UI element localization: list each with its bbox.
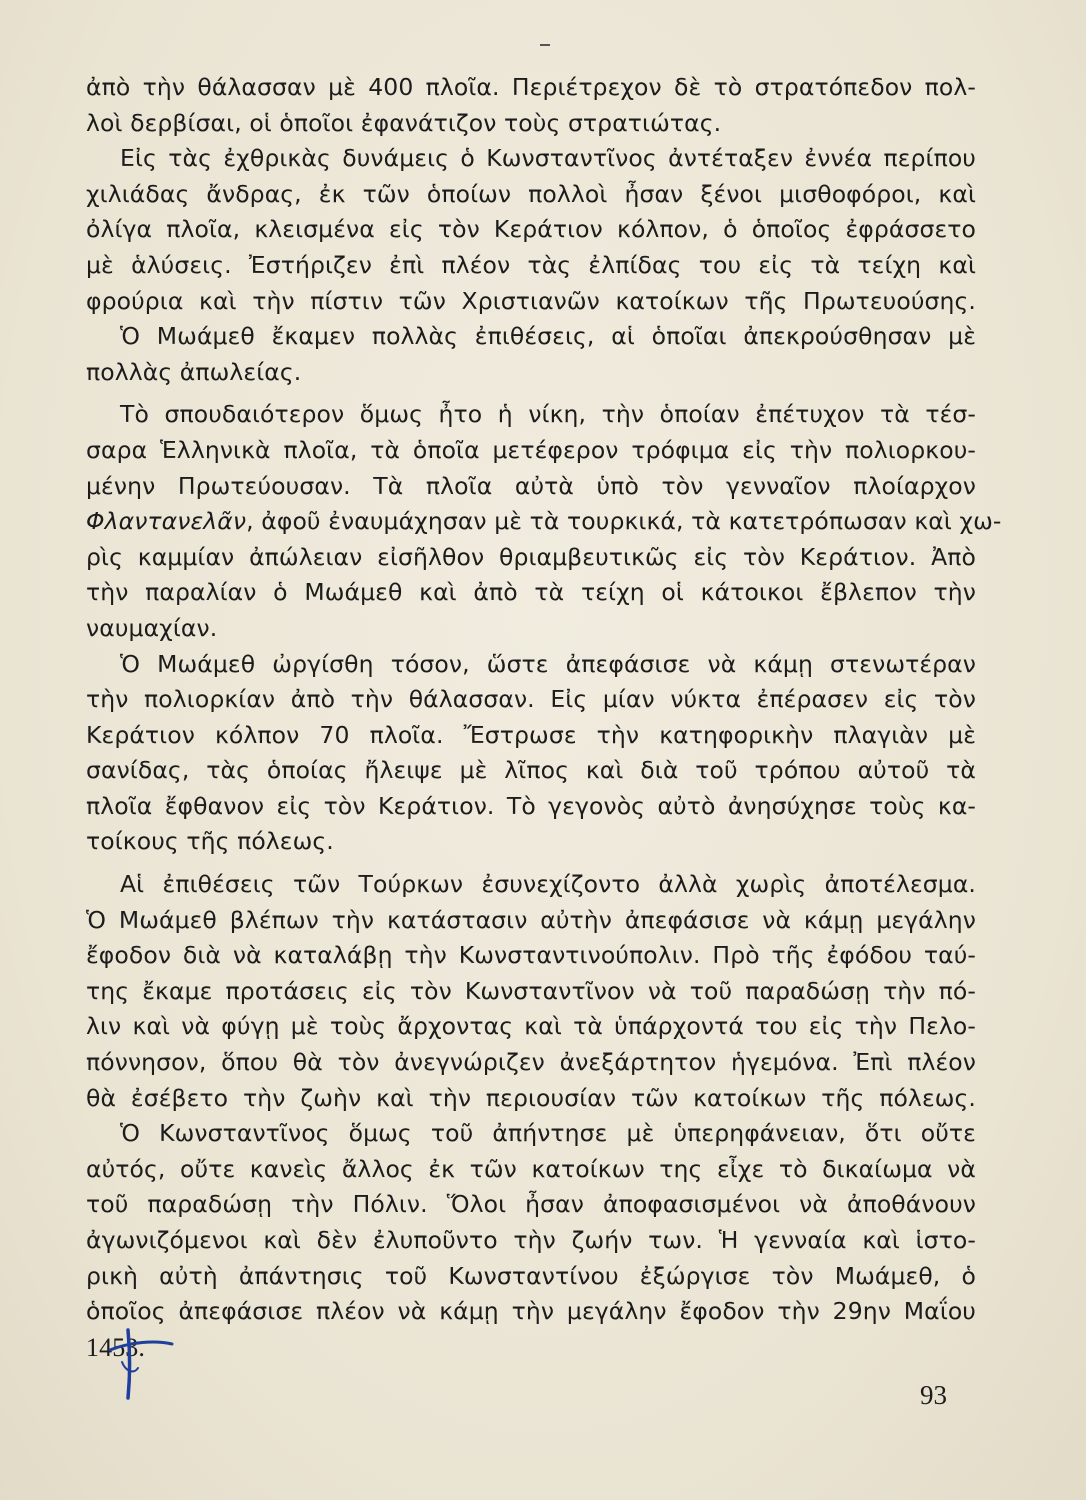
text-line: ἀγωνιζόμενοι καὶ δὲν ἐλυποῦντο τὴν ζωήν των. Ἡ γενναία καὶ ἱστο-: [86, 1226, 976, 1254]
text-line: 1453.: [86, 1332, 145, 1362]
text-line: ἀπὸ τὴν θάλασσαν μὲ 400 πλοῖα. Περιέτρεχον δὲ τὸ στρατόπεδον πολ-: [86, 73, 976, 101]
text-line: Ὁ Μωάμεθ ὠργίσθη τόσον, ὥστε ἀπεφάσισε νὰ κάμῃ στενωτέραν: [120, 649, 976, 678]
text-line: τὴν παραλίαν ὁ Μωάμεθ καὶ ἀπὸ τὰ τείχη οἱ κάτοικοι ἔβλεπον τὴν: [86, 578, 976, 607]
text-line: Ὁ Κωνσταντῖνος ὅμως τοῦ ἀπήντησε μὲ ὑπερηφάνειαν, ὅτι οὔτε: [120, 1119, 976, 1148]
text-line: φρούρια καὶ τὴν πίστιν τῶν Χριστιανῶν κατοίκων τῆς Πρωτευούσης.: [86, 286, 976, 315]
text-line: ὁποῖος ἀπεφάσισε πλέον νὰ κάμῃ τὴν μεγάλην ἔφοδον τὴν 29ην Μαΐου: [86, 1297, 976, 1326]
text-line: Εἰς τὰς ἐχθρικὰς δυνάμεις ὁ Κωνσταντῖνος ἀντέταξεν ἐννέα περίπου: [120, 144, 976, 173]
text-line: Ὁ Μωάμεθ ἔκαμεν πολλὰς ἐπιθέσεις, αἱ ὁποῖαι ἀπεκρούσθησαν μὲ: [120, 322, 976, 351]
text-line: της ἔκαμε προτάσεις εἰς τὸν Κωνσταντῖνον νὰ τοῦ παραδώσῃ τὴν πό-: [86, 976, 976, 1005]
text-line: πολλὰς ἀπωλείας.: [86, 357, 302, 386]
text-line: πλοῖα ἔφθανον εἰς τὸν Κεράτιον. Τὸ γεγονὸς αὐτὸ ἀνησύχησε τοὺς κα-: [86, 791, 976, 820]
text-line: θὰ ἐσέβετο τὴν ζωὴν καὶ τὴν περιουσίαν τῶν κατοίκων τῆς πόλεως.: [86, 1083, 976, 1112]
text-line: τοῦ παραδώσῃ τὴν Πόλιν. Ὅλοι ἦσαν ἀποφασισμένοι νὰ ἀποθάνουν: [86, 1190, 976, 1219]
text-line: ρὶς καμμίαν ἀπώλειαν εἰσῆλθον θριαμβευτικῶς εἰς τὸν Κεράτιον. Ἀπὸ: [86, 542, 976, 571]
text-line: τὴν πολιορκίαν ἀπὸ τὴν θάλασσαν. Εἰς μίαν νύκτα ἐπέρασεν εἰς τὸν: [86, 685, 976, 714]
text-line: ρικὴ αὐτὴ ἀπάντησις τοῦ Κωνσταντίνου ἐξώργισε τὸν Μωάμεθ, ὁ: [86, 1261, 976, 1290]
text-line: λοὶ δερβίσαι, οἱ ὁποῖοι ἐφανάτιζον τοὺς στρατιώτας.: [86, 108, 722, 137]
page-number: 93: [920, 1380, 947, 1410]
text-line: λιν καὶ νὰ φύγῃ μὲ τοὺς ἄρχοντας καὶ τὰ ὑπάρχοντά του εἰς τὴν Πελο-: [86, 1012, 976, 1041]
text-line: ἔφοδον διὰ νὰ καταλάβῃ τὴν Κωνσταντινούπολιν. Πρὸ τῆς ἐφόδου ταύ-: [86, 941, 976, 970]
text-line: χιλιάδας ἄνδρας, ἐκ τῶν ὁποίων πολλοὶ ἦσαν ξένοι μισθοφόροι, καὶ: [86, 179, 976, 208]
text-line: ὀλίγα πλοῖα, κλεισμένα εἰς τὸν Κεράτιον κόλπον, ὁ ὁποῖος ἐφράσσετο: [86, 215, 976, 244]
text-line: σανίδας, τὰς ὁποίας ἤλειψε μὲ λῖπος καὶ διὰ τοῦ τρόπου αὐτοῦ τὰ: [86, 756, 976, 785]
text-line: τοίκους τῆς πόλεως.: [86, 827, 334, 856]
text-line: Κεράτιον κόλπον 70 πλοῖα. Ἔστρωσε τὴν κατηφορικὴν πλαγιὰν μὲ: [86, 720, 976, 749]
text-line: Αἱ ἐπιθέσεις τῶν Τούρκων ἐσυνεχίζοντο ἀλλὰ χωρὶς ἀποτέλεσμα.: [120, 870, 976, 899]
text-line: μένην Πρωτεύουσαν. Τὰ πλοῖα αὐτὰ ὑπὸ τὸν γενναῖον πλοίαρχον: [86, 471, 976, 500]
text-line: ναυμαχίαν.: [86, 613, 218, 642]
text-fragment: , ἀφοῦ ἐναυμάχησαν μὲ τὰ τουρκικά, τὰ κατετρόπωσαν καὶ χω-: [246, 507, 1002, 536]
captain-name: Φλαντανελᾶν: [86, 507, 247, 536]
text-line: πόννησον, ὅπου θὰ τὸν ἀνεγνώριζεν ἀνεξάρτητον ἡγεμόνα. Ἐπὶ πλέον: [86, 1048, 976, 1077]
text-line: αὐτός, οὔτε κανεὶς ἄλλος ἐκ τῶν κατοίκων της εἶχε τὸ δικαίωμα νὰ: [86, 1154, 976, 1183]
text-line: σαρα Ἑλληνικὰ πλοῖα, τὰ ὁποῖα μετέφερον τρόφιμα εἰς τὴν πολιορκου-: [86, 435, 976, 464]
body-text: [86, 70, 1002, 1365]
print-mark: [540, 44, 550, 46]
text-line: μὲ ἁλύσεις. Ἐστήριζεν ἐπὶ πλέον τὰς ἐλπίδας του εἰς τὰ τείχη καὶ: [86, 250, 976, 279]
text-line: Ὁ Μωάμεθ βλέπων τὴν κατάστασιν αὐτὴν ἀπεφάσισε νὰ κάμῃ μεγάλην: [86, 905, 976, 934]
handwritten-cross-mark: [100, 1322, 180, 1402]
text-line: Τὸ σπουδαιότερον ὅμως ἦτο ἡ νίκη, τὴν ὁποίαν ἐπέτυχον τὰ τέσ-: [120, 400, 976, 429]
text-line: [86, 504, 1002, 540]
